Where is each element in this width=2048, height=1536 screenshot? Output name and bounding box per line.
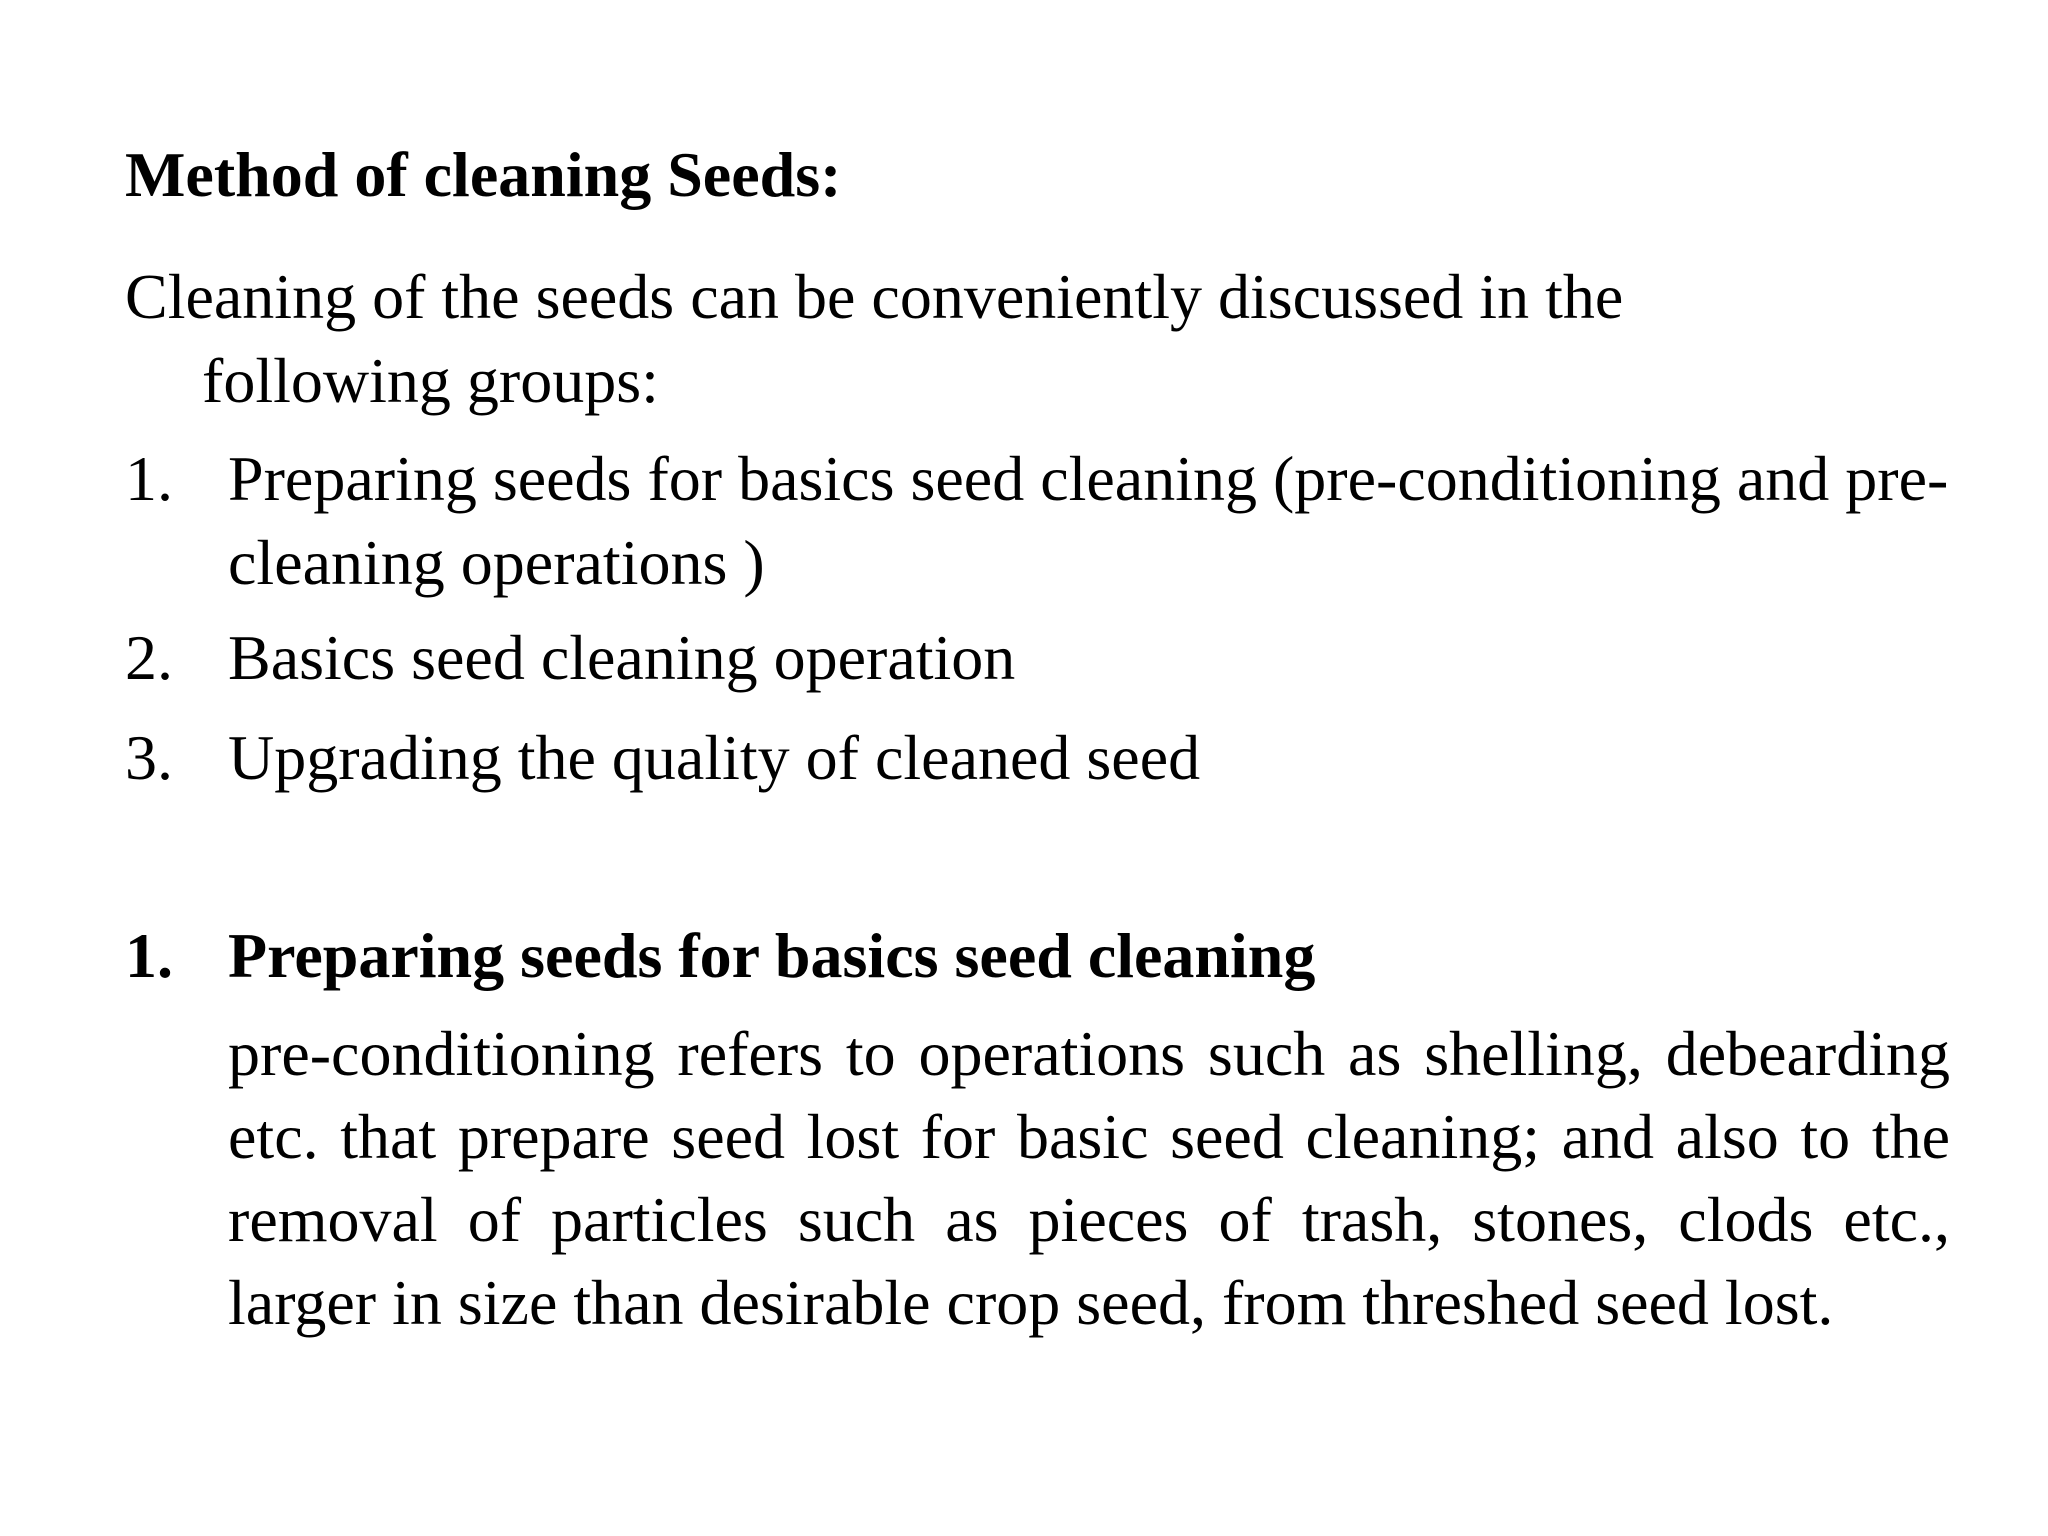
list-item-3 (125, 716, 1965, 800)
list-item-number: 3. (125, 722, 173, 793)
list-item-number: 1. (125, 443, 173, 514)
list-item-2 (125, 616, 1965, 700)
list-item-text: Preparing seeds for basics seed cleaning (pre-conditioning and pre-cleaning operations ) (228, 443, 1949, 598)
section-heading (125, 914, 1315, 998)
list-item-1 (125, 437, 1965, 605)
intro-paragraph (125, 255, 1825, 423)
section-paragraph: pre-conditioning refers to operations such as shelling, debearding etc. that prepare seed lost for basic seed cleaning; and also to the removal of particles such as pieces of trash, stones, clods etc., larger in size than desirable crop seed, from threshed seed lost. (228, 1018, 1950, 1338)
section-title: Preparing seeds for basics seed cleaning (228, 920, 1316, 991)
intro-line-1: Cleaning of the seeds can be conveniently discussed in the (125, 261, 1624, 332)
section-number: 1. (125, 920, 173, 991)
list-item-text: Basics seed cleaning operation (228, 622, 1016, 693)
list-item-text: Upgrading the quality of cleaned seed (228, 722, 1201, 793)
intro-line-2: following groups: (202, 345, 659, 416)
page-title: Method of cleaning Seeds: (125, 139, 842, 210)
list-item-number: 2. (125, 622, 173, 693)
